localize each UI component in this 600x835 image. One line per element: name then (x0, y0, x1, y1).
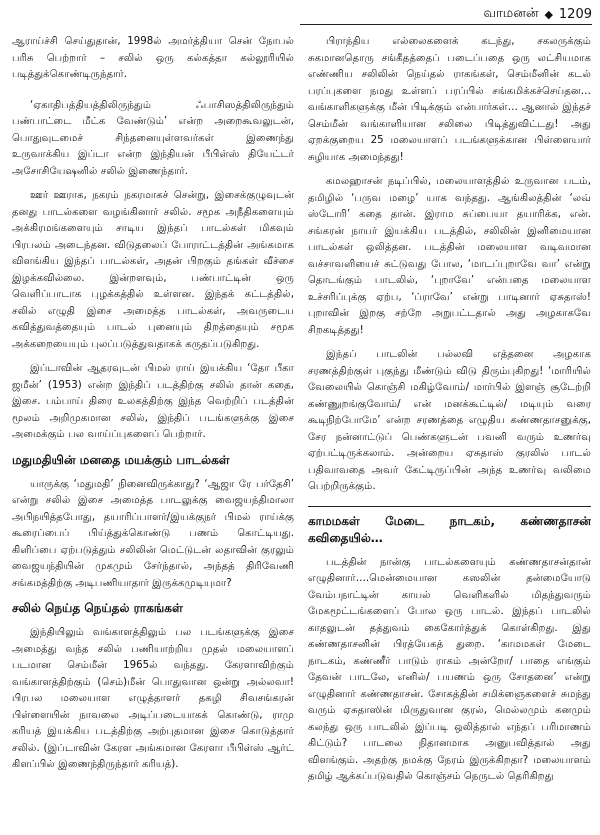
left-column (12, 34, 294, 831)
paragraph: இப்டாவின் ஆதரவுடன் பிமல் ராய் இயக்கிய ‘தோ பீகா ஜமீன்’ (1953) என்ற இந்திப் படத்திற்கு சலில் தான் கதை, இசை. பம்பாய் திரை உலகத்திற்கு இந்த வெற்றிப் படத்தின் மூலம் அறிமுகமான சலில், இந்திப் படங்களுக்கு இசை அமைக்கும் பல வாய்ப்புகளைப் பெற்றார். (12, 363, 294, 440)
page-number: 1209 (558, 6, 592, 22)
paragraph: இந்தப் பாடலின் பல்லவி எத்தனை அழகாக சரணத்திற்குள் புகுந்து மீண்டும் விடு திரும்புகிறது! ‘மாரியில் வேலையில் கொஞ்சி மகிழ்வோம்/ மார்பில் இளஞ் சூடேற்றி கண்ணுறங்குவோம்/ என் மனக்கூட்டில்/ மடியும் வரை கூடிநிற்போமே’ என்ற சரணத்தை எழுதிய கண்ணதாசனுக்கு, சேர நன்னாட்டுப் பெண்களுடன் பவனி வரும் உணர்வு ஏற்பட்டிருக்கலாம். அன்றைய ஏசுதாஸ் குரலில் பாடல் பதிவாவதை அவர் கேட்டிருப்பின் அந்த உணர்வு வலிமை பெற்றிருக்கும். (308, 349, 591, 492)
paragraph: இந்தியிலும் வங்காளத்திலும் பல படங்களுக்கு இசை அமைத்து வந்த சலில் பணியாற்றிய முதல் மலையாளப் படமான செம்மீன் 1965ல் வந்தது. கேரளாவிற்கும் வங்காளத்திற்கும் (செம்)மீன் பொதுவான ஒன்று அல்லவா! பிரபல மலையாள எழுத்தாளர் தகழி சிவசங்கரன் பிள்ளையின் நாவலை அடிப்படையாகக் கொண்டு, ராமு கரியத் இயக்கிய படத்திற்கு அற்புதமான இசை கொடுத்தார் சலில். (இப்டாவின் கேரள அங்கமான கேரளா பீபிள்ஸ் ஆர்ட் கிளப்பில் இணைந்திருந்தார் கரியத்). (12, 627, 294, 770)
diamond-icon: ◆ (544, 7, 553, 21)
paragraph: ‘ஏகாதிபத்தியத்திலிருந்தும் ஃபாசிஸத்திலிருந்தும் பண்பாட்டை மீட்க வேண்டும்’ என்ற அறைகூவலுடன், பொதுவுடமைச் சிந்தனையுள்ளவர்கள் இணைந்து உருவாக்கிய இப்டா என்ற இந்தியன் பீபிள்ஸ் தியேட்டர் அசோசியேஷனில் சலில் இணைந்தார். (12, 99, 294, 177)
paragraph: ஊர் ஊராக, நகரம் நகரமாகச் சென்று, இசைக்குழுவுடன் தனது பாடல்களை வழங்கினார் சலில். சமூக அநீதிகளையும் அக்கிரமங்களையும் சாடிய இந்தப் பாடல்கள் மிகவும் பிரபலம் அடைந்தன. விடுதலைப் போராட்டத்தின் அங்கமாக விளங்கிய இந்தப் பாடல்கள், அதன் பிறகும் தங்கள் வீச்சை இழக்கவில்லை. இன்றளவும், பண்பாட்டின் ஒரு வெளிப்பாடாக புழக்கத்தில் உள்ளன. இந்தக் கட்டத்தில், சலில் எழுதி இசை அமைத்த பாடல்கள், அவருடைய கவித்துவத்தையும் பாடல் புனையும் திறத்தையும் சமூக அக்கறையையும் புலப்படுத்துவதாகக் கருதப்படுகிறது. (12, 190, 294, 350)
page-header (300, 4, 592, 24)
paragraph: படத்தின் நான்கு பாடல்களையும் கண்ணதாசன்தான் எழுதினார்….மென்மையான கஸலின் தன்மையோடு வேம்பநாட்டின் காயல் வெளிகளில் மிதந்துவரும் மேகமூட்டங்களைப் போல ஒரு பாடல். இந்தப் பாடலில் காதலுடன் தத்துவம் கைகோர்த்துக் கொள்கிறது. இது கண்ணதாசனின் பிரத்யேகத் துறை. ‘காமமகள் மேடை நாடகம், கண்ணீர் பாடும் ராகம் அன்றோ/ பாதை எங்கும் தேவன் பாடலே, எனில்/ பயணம் ஒரு சோதனை’ என்று எழுதினார் கண்ணதாசன். சோகத்தின் சமிக்ஞைகளைச் சுமந்து வரும் ஏசுதாஸின் மிருதுவான குரல், மெல்லமும் கனமும் கலந்து ஒரு பாடலில் இப்படி ஒலித்தால் எந்தப் பரிமாணம் கிட்டும்? பாடலை நிதானமாக அனுபவித்தால் அது விளங்கும். அதற்கு நமக்கு நேரம் இருக்கிறதா? மலையாளம் தமிழ் ஆக்கப்படுவதில் கொஞ்சம் நெருடல் தெரிகிறது (308, 556, 591, 782)
section-heading: மதுமதியின் மனதை மயக்கும் பாடல்கள் (12, 452, 230, 467)
right-column (308, 34, 591, 831)
running-title: வாமனன் (483, 6, 539, 21)
paragraph: பிராந்திய எல்லைகளைக் கடந்து, சகலருக்கும் சுகமானதொரு சங்கீதத்தைப் படைப்பதை ஒரு லட்சியமாக எண்ணிய சலிலின் நெய்தல் ராகங்கள், செம்மீனின் கடல் பரப்புகளை நமது உள்ளப் பரப்பில் சங்கமிக்கச்செய்தன…வங்காளிகளுக்கு மீன் பிடிக்கும் என்பார்கள்… ஆனால் இந்தச் செம்மீன் வங்காளியான சலிலை பிடித்துவிட்டது! அது ஏறக்குறைய 25 மலையாளப் படங்களுக்கான பிள்ளையார் சுழியாக அமைந்தது! (308, 36, 591, 163)
section-heading: காமமகள் மேடை நாடகம், கண்ணதாசன் கவிதையில்… (308, 506, 591, 547)
paragraph: கமலஹாசன் நடிப்பில், மலையாளத்தில் உருவான படம், தமிழில் ‘பருவ மழை’ யாக வந்தது. ஆங்கிலத்தின் ‘லவ் ஸ்டோரி’ கதை தான். இராம சுப்பையா தயாரிக்க, என். சங்கரன் நாயர் இயக்கிய படத்தில், சலிலின் இனிமையான பாடல்கள் ஒலித்தன. படத்தின் மலையாள வடிவமான வச்சாவளியைச் சுட்டுவது போல, ‘மாடப்புறாவே வா’ என்று தொடங்கும் பாடலில், ‘புறாவே’ என்பதை மலையாள உச்சரிப்புக்கு ஏற்ப, ‘ப்ராவே’ என்று பாடினார் ஏசுதாஸ்! புறாவின் இறகு சற்றே அறுபட்டதால் அது அழகாகவே சிறகடித்தது! (308, 176, 591, 336)
section-heading: சலில் நெய்த நெய்தல் ராகங்கள் (12, 601, 183, 615)
paragraph: ஆராய்ச்சி செய்துதான், 1998ல் அமர்த்தியா சென் நோபல் பரிசு பெற்றார் – சலில் ஒரு கல்கத்தா கல்லூரியில் படித்துக்கொண்டிருந்தார். (12, 36, 294, 80)
header-rule (300, 24, 592, 25)
paragraph: யாருக்கு ‘மதுமதி’ நினைவிருக்காது? ‘ஆஜா ரே பர்தேசி’ என்று சலில் இசை அமைத்த பாடலுக்கு வைஜயந்திமாலா அபிநயித்தபோது, தயாரிப்பாளர்/இயக்குநர் பிமல் ராய்க்கு கூரைப்பைப் பிய்த்துக்கொண்டு பணம் கொட்டியது. கிளிப்பை ஏற்படுத்தும் சலிலின் மெட்டுடன் லதாவின் குரலும் வைஜயந்தியின் முகமும் சேர்ந்தால், அந்தத் திரிவேணி சங்கமத்திற்கு அடிபணியாதார் இருக்கமுடியுமா? (12, 478, 294, 589)
